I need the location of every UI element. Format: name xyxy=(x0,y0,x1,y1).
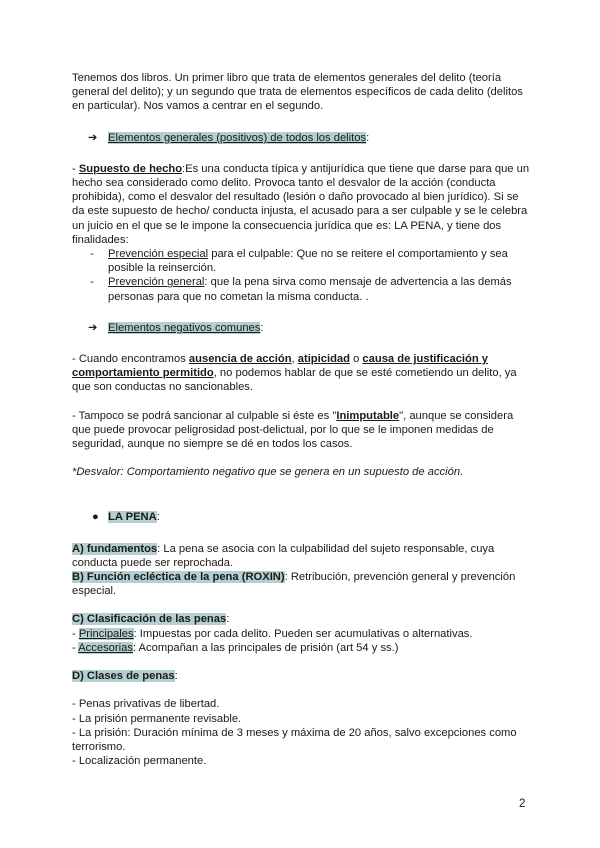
bullet-icon: ● xyxy=(92,511,99,524)
desvalor-note: *Desvalor: Comportamiento negativo que se genera en un supuesto de acción. xyxy=(72,466,464,479)
negativos-paragraph: - Cuando encontramos ausencia de acción, atipicidad o causa de justificación y comportamiento permitido, no podemos hablar de que se esté cometiendo un delito, ya que son conductas no sancionables. xyxy=(72,353,517,394)
heading-text: Elementos generales (positivos) de todos los delitos xyxy=(108,131,367,144)
page-number: 2 xyxy=(519,798,526,810)
funcion-label: B) Función ecléctica de la pena (ROXIN) xyxy=(72,571,285,584)
intro-paragraph: Tenemos dos libros. Un primer libro que trata de elementos generales del delito (teoría general del delito); y un segundo que trata de elementos específicos de cada delito (delitos en particular). Nos vamos a centrar en el segundo. xyxy=(72,72,523,113)
list-item: - Principales: Impuestas por cada delito. Pueden ser acumulativas o alternativas. xyxy=(72,627,473,640)
list-item: - La prisión: Duración mínima de 3 meses y máxima de 20 años, salvo excepciones como terrorismo. xyxy=(72,726,517,753)
inimputable-paragraph: - Tampoco se podrá sancionar al culpable si éste es "Inimputable", aunque se considera que puede provocar peligrosidad post-delictual, por lo que se le imponen medidas de seguridad, aunque no siempre se dé en todos los casos. xyxy=(72,409,514,451)
supuesto-paragraph: - Supuesto de hecho:Es una conducta típica y antijurídica que tiene que darse para que un hecho sea considerado como delito. Provoca tanto el desvalor de la acción (conducta prohibida), como el desvalor del resultado (lesión o daño provocado al bien jurídico). Si se da este supuesto de hecho/ conducta injusta, el acusado para a ser culpable y se le celebra un juicio en el que se le impone la consecuencia jurídica que es: LA PENA, y tiene dos finalidades: xyxy=(72,162,530,246)
heading-text: LA PENA xyxy=(108,511,157,524)
clasificacion-heading: C) Clasificación de las penas: xyxy=(72,613,230,626)
list-item: - Localización permanente. xyxy=(72,755,207,768)
supuesto-term: Supuesto de hecho xyxy=(78,162,183,175)
list-item: - La prisión permanente revisable. xyxy=(72,712,242,725)
section-heading-negativos: ➔ Elementos negativos comunes: xyxy=(88,321,264,334)
list-item: - Penas privativas de libertad. xyxy=(72,698,220,711)
clases-heading: D) Clases de penas: xyxy=(72,670,178,683)
arrow-icon: ➔ xyxy=(88,131,98,144)
list-item: - Prevención general: que la pena sirva como mensaje de advertencia a las demás personas para que no cometan la misma conducta. . xyxy=(90,276,512,303)
list-item: - Prevención especial para el culpable: Que no se reitere el comportamiento y sea posible la reinserción. xyxy=(90,248,508,275)
finalidades-list xyxy=(72,247,532,304)
document-page xyxy=(72,71,532,768)
heading-text: Elementos negativos comunes xyxy=(108,321,261,334)
arrow-icon: ➔ xyxy=(88,321,98,334)
pena-heading: ● LA PENA: xyxy=(92,511,160,524)
fundamentos-paragraph: A) fundamentos: La pena se asocia con la culpabilidad del sujeto responsable, cuya conducta puede ser reprochada. xyxy=(72,542,495,569)
section-heading-generales: ➔ Elementos generales (positivos) de todos los delitos: xyxy=(88,131,370,144)
fundamentos-label: A) fundamentos xyxy=(72,542,158,555)
funcion-paragraph: B) Función ecléctica de la pena (ROXIN): Retribución, prevención general y prevención especial. xyxy=(72,571,516,598)
list-item: - Accesorias: Acompañan a las principales de prisión (art 54 y ss.) xyxy=(72,641,399,654)
